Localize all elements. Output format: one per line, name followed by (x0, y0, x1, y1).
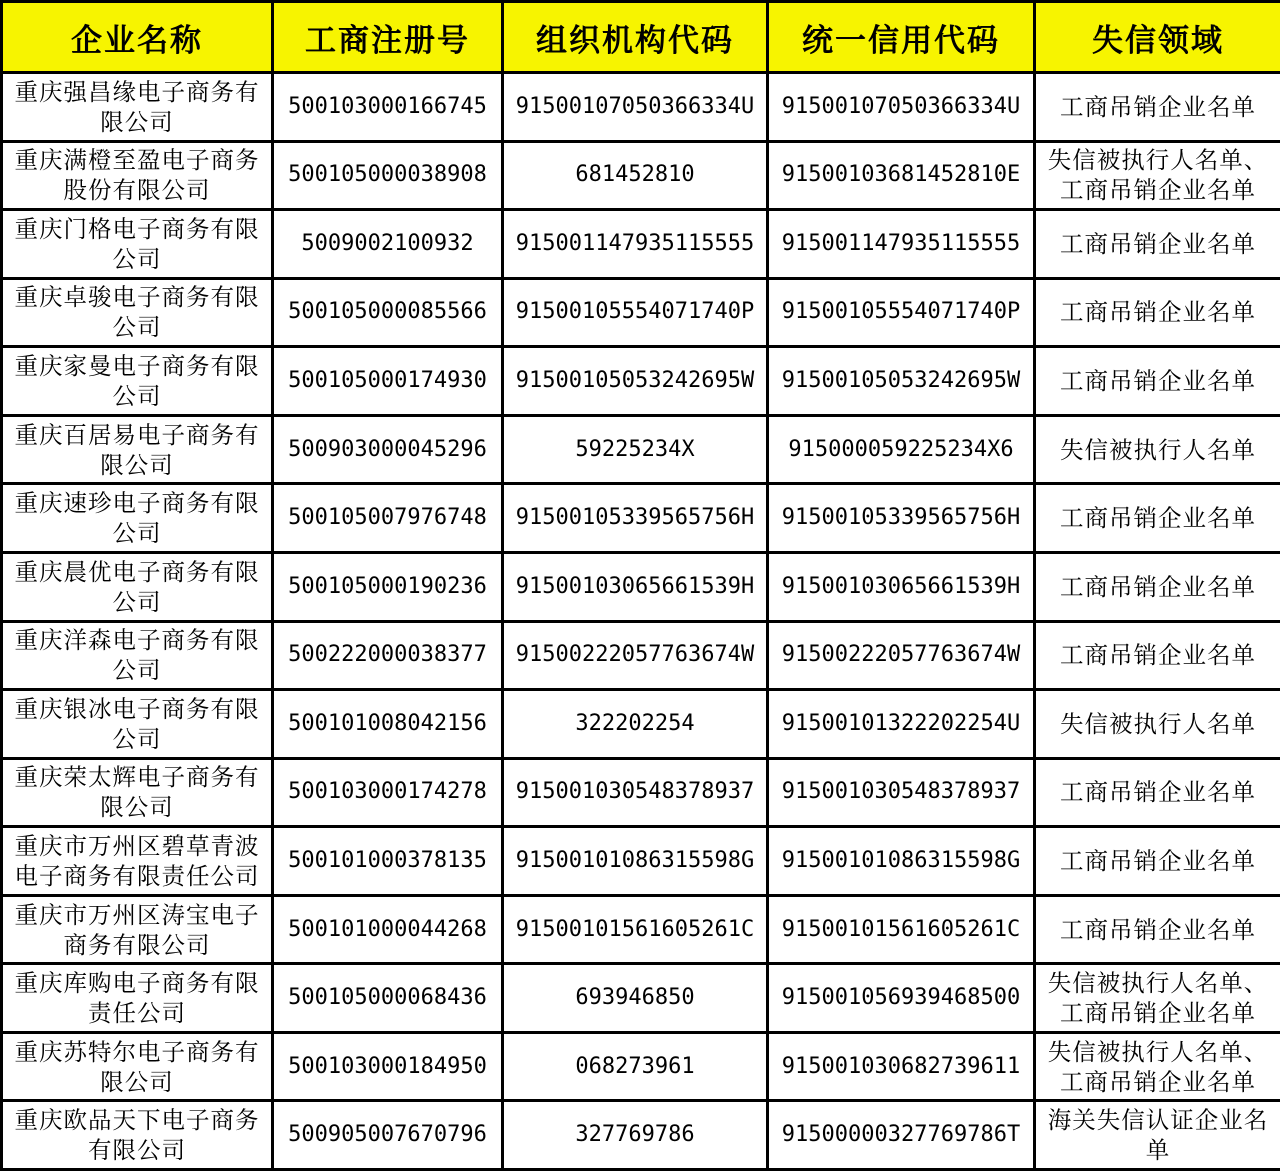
cell-enterprise-name: 重庆库购电子商务有限责任公司 (2, 964, 273, 1033)
cell-registration-number: 500101000044268 (273, 895, 503, 964)
table-row (2, 827, 1280, 896)
cell-registration-number: 500101000378135 (273, 827, 503, 896)
cell-enterprise-name: 重庆门格电子商务有限公司 (2, 210, 273, 279)
cell-unified-credit-code: 91500105339565756H (768, 484, 1035, 553)
cell-unified-credit-code: 91500105554071740P (768, 278, 1035, 347)
cell-organization-code: 693946850 (503, 964, 768, 1033)
cell-dishonesty-field: 失信被执行人名单、工商吊销企业名单 (1035, 1032, 1280, 1101)
cell-dishonesty-field: 海关失信认证企业名单 (1035, 1101, 1280, 1170)
cell-organization-code: 915001147935115555 (503, 210, 768, 279)
cell-organization-code: 327769786 (503, 1101, 768, 1170)
cell-registration-number: 500222000038377 (273, 621, 503, 690)
cell-organization-code: 91500105554071740P (503, 278, 768, 347)
cell-dishonesty-field: 失信被执行人名单 (1035, 690, 1280, 759)
table-row (2, 210, 1280, 279)
cell-organization-code: 91500107050366334U (503, 73, 768, 142)
table-row (2, 484, 1280, 553)
cell-dishonesty-field: 工商吊销企业名单 (1035, 278, 1280, 347)
cell-dishonesty-field: 工商吊销企业名单 (1035, 895, 1280, 964)
header-organization-code: 组织机构代码 (503, 2, 768, 73)
cell-organization-code: 91500105053242695W (503, 347, 768, 416)
cell-unified-credit-code: 91500101322202254U (768, 690, 1035, 759)
cell-unified-credit-code: 915001030548378937 (768, 758, 1035, 827)
cell-dishonesty-field: 工商吊销企业名单 (1035, 73, 1280, 142)
cell-unified-credit-code: 91500101086315598G (768, 827, 1035, 896)
cell-unified-credit-code: 91500107050366334U (768, 73, 1035, 142)
cell-organization-code: 59225234X (503, 415, 768, 484)
cell-enterprise-name: 重庆满橙至盈电子商务股份有限公司 (2, 141, 273, 210)
cell-dishonesty-field: 工商吊销企业名单 (1035, 621, 1280, 690)
cell-registration-number: 500101008042156 (273, 690, 503, 759)
cell-dishonesty-field: 工商吊销企业名单 (1035, 347, 1280, 416)
cell-unified-credit-code: 91500101561605261C (768, 895, 1035, 964)
cell-organization-code: 91500222057763674W (503, 621, 768, 690)
table-row (2, 621, 1280, 690)
table-row (2, 73, 1280, 142)
cell-dishonesty-field: 工商吊销企业名单 (1035, 210, 1280, 279)
cell-organization-code: 322202254 (503, 690, 768, 759)
table-row (2, 278, 1280, 347)
cell-unified-credit-code: 915001056939468500 (768, 964, 1035, 1033)
cell-unified-credit-code: 91500103681452810E (768, 141, 1035, 210)
cell-dishonesty-field: 失信被执行人名单、工商吊销企业名单 (1035, 141, 1280, 210)
cell-enterprise-name: 重庆苏特尔电子商务有限公司 (2, 1032, 273, 1101)
cell-organization-code: 681452810 (503, 141, 768, 210)
cell-organization-code: 91500103065661539H (503, 552, 768, 621)
cell-dishonesty-field: 工商吊销企业名单 (1035, 552, 1280, 621)
header-unified-credit-code: 统一信用代码 (768, 2, 1035, 73)
cell-unified-credit-code: 91500105053242695W (768, 347, 1035, 416)
table-row (2, 758, 1280, 827)
cell-dishonesty-field: 工商吊销企业名单 (1035, 484, 1280, 553)
cell-organization-code: 91500101561605261C (503, 895, 768, 964)
table-row (2, 895, 1280, 964)
cell-registration-number: 500903000045296 (273, 415, 503, 484)
cell-enterprise-name: 重庆百居易电子商务有限公司 (2, 415, 273, 484)
cell-unified-credit-code: 915001030682739611 (768, 1032, 1035, 1101)
cell-registration-number: 500105000068436 (273, 964, 503, 1033)
header-registration-number: 工商注册号 (273, 2, 503, 73)
cell-registration-number: 500103000166745 (273, 73, 503, 142)
cell-unified-credit-code: 91500222057763674W (768, 621, 1035, 690)
header-row (2, 2, 1280, 73)
table-row (2, 964, 1280, 1033)
cell-registration-number: 500105000174930 (273, 347, 503, 416)
cell-dishonesty-field: 失信被执行人名单、工商吊销企业名单 (1035, 964, 1280, 1033)
table-header (2, 2, 1280, 73)
cell-enterprise-name: 重庆市万州区涛宝电子商务有限公司 (2, 895, 273, 964)
table-row (2, 1101, 1280, 1170)
cell-enterprise-name: 重庆荣太辉电子商务有限公司 (2, 758, 273, 827)
cell-enterprise-name: 重庆银冰电子商务有限公司 (2, 690, 273, 759)
cell-enterprise-name: 重庆市万州区碧草青波电子商务有限责任公司 (2, 827, 273, 896)
cell-unified-credit-code: 91500103065661539H (768, 552, 1035, 621)
table-row (2, 347, 1280, 416)
cell-registration-number: 500905007670796 (273, 1101, 503, 1170)
cell-enterprise-name: 重庆速珍电子商务有限公司 (2, 484, 273, 553)
table-row (2, 1032, 1280, 1101)
cell-registration-number: 500103000174278 (273, 758, 503, 827)
cell-unified-credit-code: 91500000327769786T (768, 1101, 1035, 1170)
cell-organization-code: 068273961 (503, 1032, 768, 1101)
cell-unified-credit-code: 915000059225234X6 (768, 415, 1035, 484)
cell-dishonesty-field: 工商吊销企业名单 (1035, 758, 1280, 827)
cell-enterprise-name: 重庆卓骏电子商务有限公司 (2, 278, 273, 347)
cell-dishonesty-field: 工商吊销企业名单 (1035, 827, 1280, 896)
cell-enterprise-name: 重庆家曼电子商务有限公司 (2, 347, 273, 416)
cell-enterprise-name: 重庆欧品天下电子商务有限公司 (2, 1101, 273, 1170)
table-body (2, 73, 1280, 1170)
cell-registration-number: 500103000184950 (273, 1032, 503, 1101)
table-row (2, 690, 1280, 759)
cell-organization-code: 91500101086315598G (503, 827, 768, 896)
table-row (2, 552, 1280, 621)
cell-enterprise-name: 重庆洋森电子商务有限公司 (2, 621, 273, 690)
cell-registration-number: 500105000190236 (273, 552, 503, 621)
header-enterprise-name: 企业名称 (2, 2, 273, 73)
table-row (2, 415, 1280, 484)
table-row (2, 141, 1280, 210)
cell-unified-credit-code: 915001147935115555 (768, 210, 1035, 279)
cell-registration-number: 5009002100932 (273, 210, 503, 279)
cell-organization-code: 915001030548378937 (503, 758, 768, 827)
cell-registration-number: 500105007976748 (273, 484, 503, 553)
header-dishonesty-field: 失信领域 (1035, 2, 1280, 73)
cell-enterprise-name: 重庆晨优电子商务有限公司 (2, 552, 273, 621)
cell-organization-code: 91500105339565756H (503, 484, 768, 553)
cell-dishonesty-field: 失信被执行人名单 (1035, 415, 1280, 484)
cell-registration-number: 500105000038908 (273, 141, 503, 210)
cell-enterprise-name: 重庆强昌缘电子商务有限公司 (2, 73, 273, 142)
cell-registration-number: 500105000085566 (273, 278, 503, 347)
